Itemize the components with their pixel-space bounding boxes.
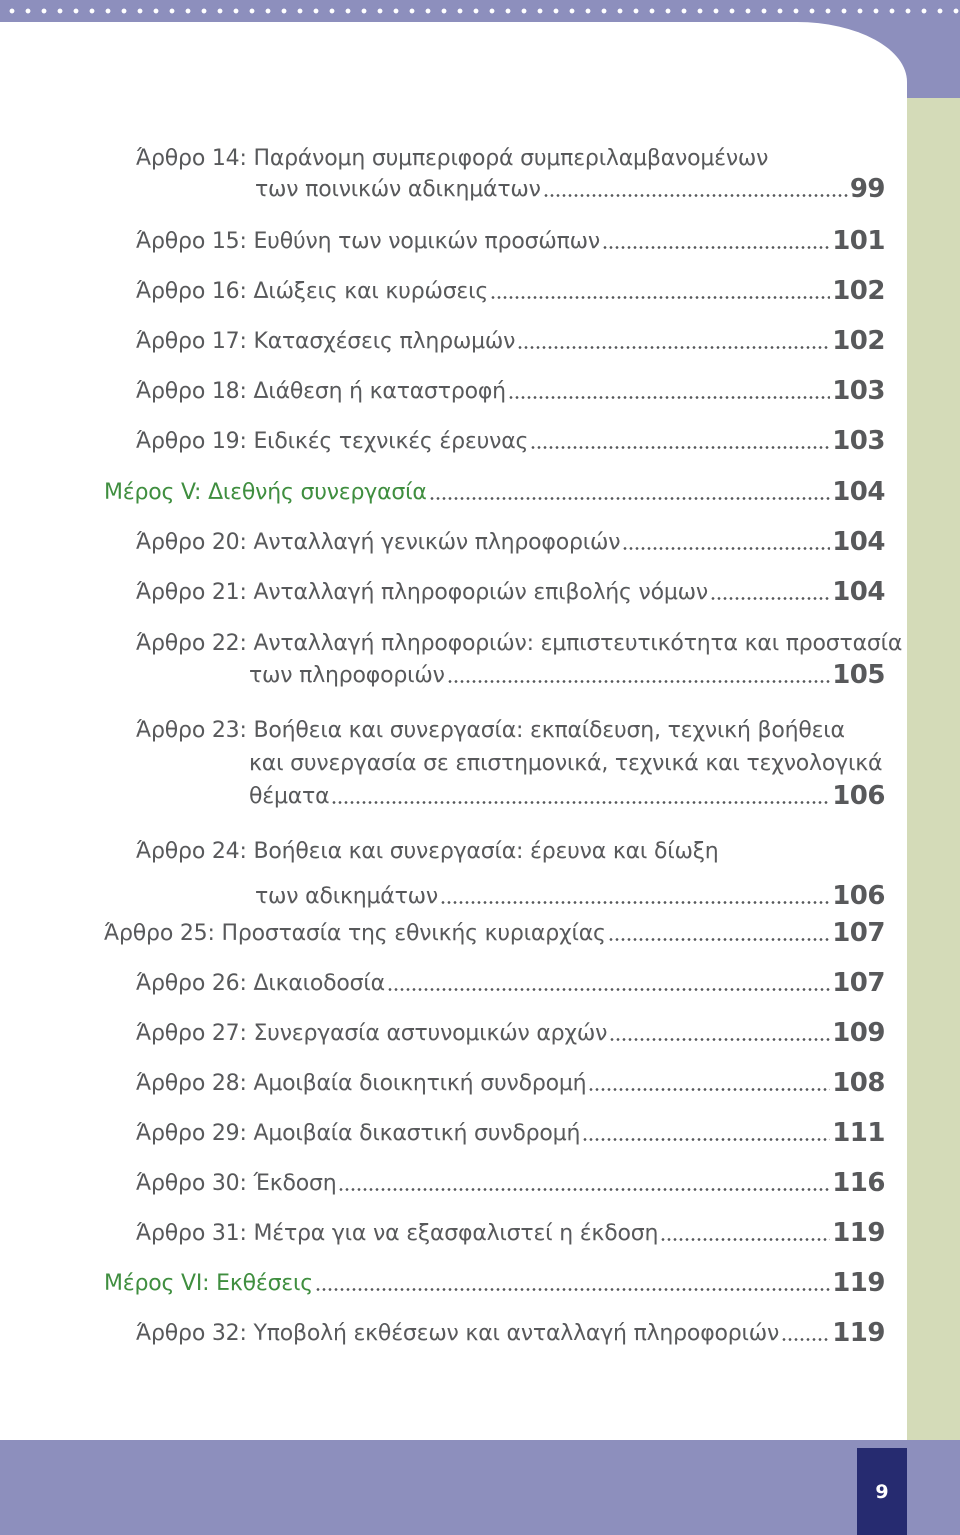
dot-leader — [710, 597, 830, 600]
toc-page-number: 111 — [832, 1118, 885, 1148]
toc-page-number: 106 — [832, 781, 885, 811]
toc-title: Άρθρο 17: Κατασχέσεις πληρωμών — [136, 328, 516, 354]
dot-leader — [440, 901, 830, 904]
toc-entry-24[interactable] — [255, 883, 885, 909]
toc-page-number: 106 — [832, 881, 885, 911]
toc-entry-27[interactable] — [136, 1020, 885, 1046]
toc-page-number: 104 — [832, 527, 885, 557]
bottom-band — [0, 1440, 960, 1535]
toc-section-part-v[interactable] — [104, 479, 885, 505]
toc-section-title: Μέρος V: Διεθνής συνεργασία — [104, 479, 427, 505]
toc-page-number: 107 — [832, 918, 885, 948]
toc-page-number: 99 — [849, 174, 885, 204]
toc-entry-19[interactable] — [136, 428, 885, 454]
dot-leader — [588, 1088, 830, 1091]
toc-entry-32[interactable] — [136, 1320, 885, 1346]
toc-entry-25[interactable] — [104, 920, 885, 946]
toc-title: Άρθρο 28: Αμοιβαία διοικητική συνδρομή — [136, 1070, 587, 1096]
toc-entry-23-line1: Άρθρο 23: Βοήθεια και συνεργασία: εκπαίδευση, τεχνική βοήθεια — [136, 718, 845, 743]
toc-entry-20[interactable] — [136, 529, 885, 555]
dot-leader — [508, 396, 830, 399]
toc-title: Άρθρο 32: Υποβολή εκθέσεων και ανταλλαγή πληροφοριών — [136, 1320, 780, 1346]
toc-title: των αδικημάτων — [255, 883, 438, 909]
toc-entry-30[interactable] — [136, 1170, 885, 1196]
toc-entry-18[interactable] — [136, 378, 885, 404]
toc-title: θέματα — [249, 783, 330, 809]
toc-entry-26[interactable] — [136, 970, 885, 996]
toc-page-number: 116 — [832, 1168, 885, 1198]
page-number-box — [857, 1448, 907, 1535]
toc-entry-23[interactable] — [249, 783, 885, 809]
dot-leader — [530, 446, 830, 449]
toc-title: Άρθρο 21: Ανταλλαγή πληροφοριών επιβολής νόμων — [136, 579, 708, 605]
dot-leader — [622, 547, 830, 550]
toc-title: Άρθρο 18: Διάθεση ή καταστροφή — [136, 378, 506, 404]
dot-leader — [331, 801, 830, 804]
toc-title: των πληροφοριών — [249, 662, 445, 688]
toc-entry-21[interactable] — [136, 579, 885, 605]
toc-page-number: 101 — [832, 226, 885, 256]
dot-leader — [447, 680, 831, 683]
toc-entry-28[interactable] — [136, 1070, 885, 1096]
toc-entry-29[interactable] — [136, 1120, 885, 1146]
toc-page-number: 119 — [832, 1268, 885, 1298]
toc-title: Άρθρο 15: Ευθύνη των νομικών προσώπων — [136, 228, 600, 254]
toc-page-number: 119 — [832, 1318, 885, 1348]
toc-page-number: 119 — [832, 1218, 885, 1248]
toc-title: Άρθρο 31: Μέτρα για να εξασφαλιστεί η έκδοση — [136, 1220, 659, 1246]
toc-page-number: 107 — [832, 968, 885, 998]
dot-leader — [602, 246, 830, 249]
toc-entry-17[interactable] — [136, 328, 885, 354]
toc-page-number: 105 — [832, 660, 885, 690]
toc-title: Άρθρο 30: Έκδοση — [136, 1170, 337, 1196]
dotted-border — [0, 7, 960, 15]
right-side-strip — [907, 98, 960, 1440]
toc-title: Άρθρο 27: Συνεργασία αστυνομικών αρχών — [136, 1020, 608, 1046]
toc-entry-24-line1: Άρθρο 24: Βοήθεια και συνεργασία: έρευνα και δίωξη — [136, 839, 719, 864]
dot-leader — [608, 938, 830, 941]
toc-entry-22-line1: Άρθρο 22: Ανταλλαγή πληροφοριών: εμπιστευτικότητα και προστασία — [136, 631, 903, 656]
toc-entry-14-line1: Άρθρο 14: Παράνομη συμπεριφορά συμπεριλαμβανομένων — [136, 146, 769, 171]
toc-title: Άρθρο 19: Ειδικές τεχνικές έρευνας — [136, 428, 529, 454]
toc-title: των ποινικών αδικημάτων — [255, 176, 541, 202]
toc-page-number: 104 — [832, 477, 885, 507]
dot-leader — [543, 194, 848, 197]
toc-title: Άρθρο 16: Διώξεις και κυρώσεις — [136, 278, 489, 304]
page-number: 9 — [875, 1480, 889, 1503]
toc-entry-15[interactable] — [136, 228, 885, 254]
dot-leader — [660, 1238, 830, 1241]
dot-leader — [517, 346, 830, 349]
toc-page-number: 108 — [832, 1068, 885, 1098]
toc-entry-31[interactable] — [136, 1220, 885, 1246]
toc-entry-22[interactable] — [249, 662, 885, 688]
dot-leader — [490, 296, 830, 299]
toc-page-number: 103 — [832, 376, 885, 406]
toc-title: Άρθρο 25: Προστασία της εθνικής κυριαρχίας — [104, 920, 606, 946]
dot-leader — [609, 1038, 830, 1041]
toc-title: Άρθρο 26: Δικαιοδοσία — [136, 970, 385, 996]
dot-leader — [582, 1138, 830, 1141]
toc-page-number: 102 — [832, 326, 885, 356]
dot-leader — [338, 1188, 830, 1191]
toc-entry-23-line2: και συνεργασία σε επιστημονικά, τεχνικά και τεχνολογικά — [249, 751, 883, 776]
toc-title: Άρθρο 29: Αμοιβαία δικαστική συνδρομή — [136, 1120, 581, 1146]
toc-entry-14[interactable] — [255, 176, 885, 202]
toc-entry-16[interactable] — [136, 278, 885, 304]
toc-page-number: 103 — [832, 426, 885, 456]
dot-leader — [387, 988, 830, 991]
toc-page-number: 104 — [832, 577, 885, 607]
dot-leader — [781, 1338, 830, 1341]
toc-page-number: 102 — [832, 276, 885, 306]
toc-title: Άρθρο 20: Ανταλλαγή γενικών πληροφοριών — [136, 529, 621, 555]
toc-page-number: 109 — [832, 1018, 885, 1048]
toc-section-part-vi[interactable] — [104, 1270, 885, 1296]
dot-leader — [315, 1288, 830, 1291]
toc-section-title: Μέρος VI: Εκθέσεις — [104, 1270, 313, 1296]
dot-leader — [429, 497, 831, 500]
